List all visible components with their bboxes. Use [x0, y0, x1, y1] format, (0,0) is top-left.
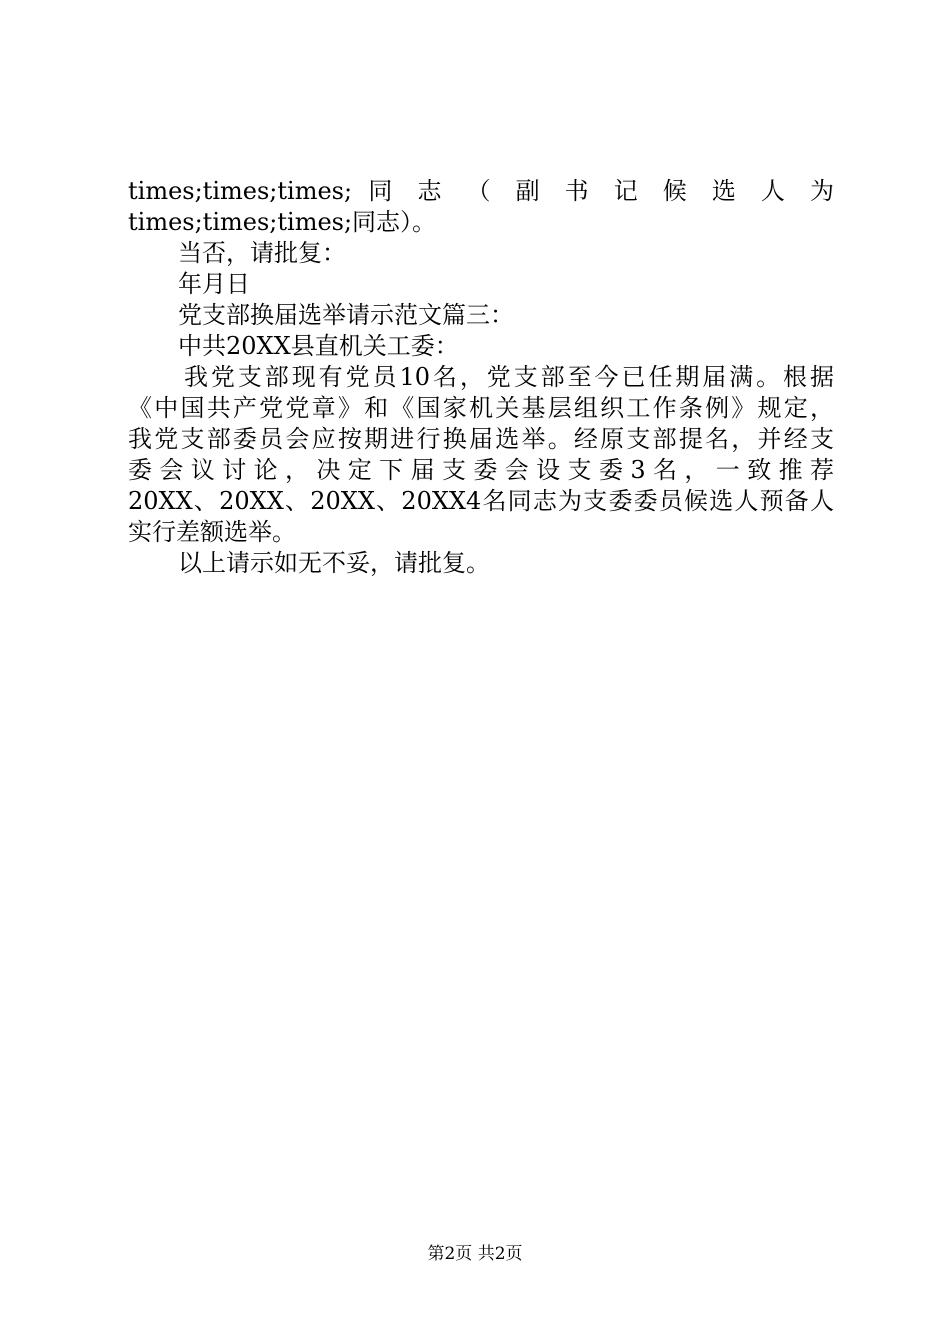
salutation: 中共20XX县直机关工委： — [178, 332, 459, 360]
document-body — [128, 176, 834, 579]
text-line: 委会议讨论，决定下届支委会设支委3名，一致推荐 — [128, 456, 834, 484]
text-line: 年月日 — [178, 270, 250, 298]
text-line: times;times;times;同志）。 — [128, 208, 437, 236]
closing-line: 以上请示如无不妥，请批复。 — [178, 549, 490, 577]
section-heading: 党支部换届选举请示范文篇三： — [178, 301, 514, 329]
text-line: 20XX、20XX、20XX、20XX4名同志为支委委员候选人预备人 — [128, 487, 834, 515]
page-number: 第2页 共2页 — [427, 1244, 523, 1264]
text-line: 实行差额选举。 — [128, 518, 296, 546]
text-line: 《中国共产党党章》和《国家机关基层组织工作条例》规定， — [128, 394, 834, 422]
page-footer — [0, 1243, 950, 1265]
text-line: times;times;times; 同 志 （ 副 书 记 候 选 人 为 — [128, 177, 834, 205]
text-line: 我党支部委员会应按期进行换届选举。经原支部提名，并经支 — [128, 425, 834, 453]
text-line: 当否，请批复： — [178, 239, 346, 267]
text-line: 我党支部现有党员10名，党支部至今已任期届满。根据 — [184, 363, 834, 391]
